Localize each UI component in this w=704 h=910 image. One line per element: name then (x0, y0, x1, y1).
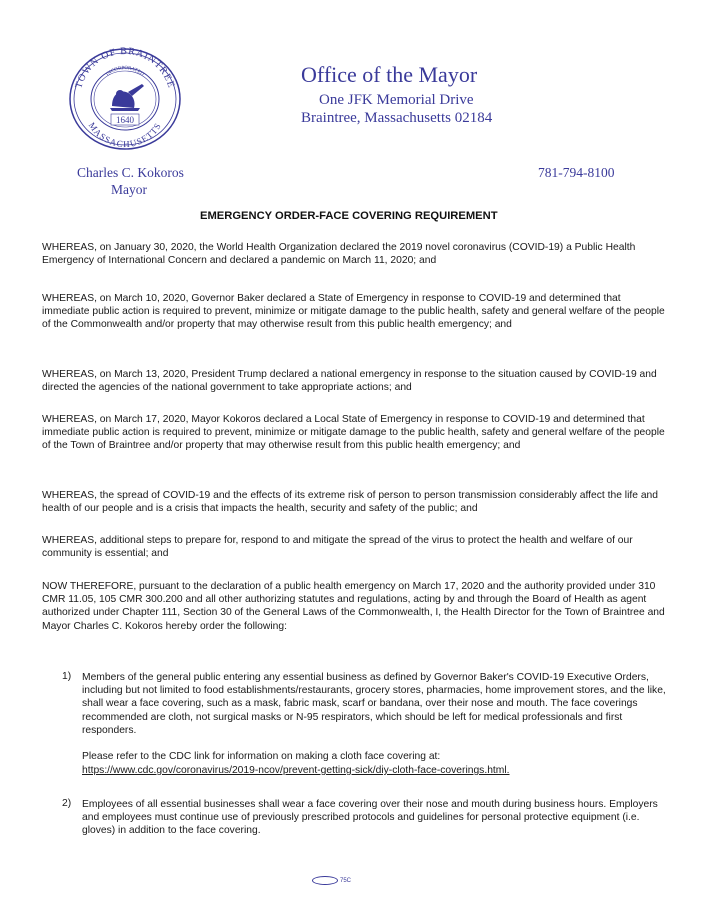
mayor-title: Mayor (111, 182, 147, 197)
whereas-paragraph-5: WHEREAS, the spread of COVID-19 and the effects of its extreme risk of person to person transmission considerably affect the life and health of our people and is a crisis that impacts the health, security and safety of the public; and (42, 490, 659, 515)
order-item-text: Employees of all essential businesses shall wear a face covering over their nose and mouth during business hours. Employers and employees must continue use of previously prescribed protocols and guidelines for personal protective equipment (i.e. gloves) in addition to the face covering. (82, 799, 658, 837)
order-item-text: Members of the general public entering any essential business as defined by Governor Baker's COVID-19 Executive Orders, including but not limited to food establishments/restaurants, grocery stores, pharmacies, home improvement stores, and the like, shall wear a face covering, such as a mask, fabric mask, scarf or bandana, over their nose and mouth. The face coverings recommended are cloth, not surgical masks or N-95 respirators, which should be left for medical professionals and first responders. (82, 672, 666, 736)
phone-number: 781-794-8100 (538, 165, 615, 180)
mayor-name: Charles C. Kokoros (77, 165, 184, 180)
address-line-2: Braintree, Massachusetts 02184 (301, 110, 493, 126)
whereas-paragraph-6: WHEREAS, additional steps to prepare for, respond to and mitigate the spread of the virus to protect the health and welfare of our community is essential; and (42, 535, 633, 560)
order-item-note: Please refer to the CDC link for information on making a cloth face covering at: (82, 751, 441, 762)
whereas-paragraph-2: WHEREAS, on March 10, 2020, Governor Baker declared a State of Emergency in response to COVID-19 and determined that immediate public action is required to prevent, minimize or mitigate damage to the public health, safety and general welfare of the people of the Commonwealth and/or property that may otherwise result from this public health emergency; and (42, 293, 665, 331)
union-label-text: 75C (340, 878, 352, 885)
office-title: Office of the Mayor (301, 62, 478, 87)
town-seal (62, 44, 188, 154)
seal-year: 1640 (116, 115, 134, 125)
whereas-paragraph-3: WHEREAS, on March 13, 2020, President Trump declared a national emergency in response to the situation caused by COVID-19 and directed the agencies of the national government to take appropriate actions; and (42, 369, 657, 394)
cdc-link[interactable]: https://www.cdc.gov/coronavirus/2019-ncov/prevent-getting-sick/diy-cloth-face-coverings.html. (82, 765, 510, 776)
order-item-number: 1) (62, 671, 72, 682)
whereas-paragraph-1: WHEREAS, on January 30, 2020, the World Health Organization declared the 2019 novel coronavirus (COVID-19) a Public Health Emergency of International Concern and declared a pandemic on March 11, 2020; and (42, 242, 636, 267)
whereas-paragraph-4: WHEREAS, on March 17, 2020, Mayor Kokoros declared a Local State of Emergency in response to COVID-19 and determined that immediate public action is required to prevent, minimize or mitigate damage to the public health, safety and general welfare of the people of the Town of Braintree and/or property that may otherwise result from this public health emergency; and (42, 414, 665, 452)
seal-ring-bottom-text: MASSACHUSETTS (86, 120, 164, 150)
svg-text:INCORPORATED (106, 66, 145, 78)
now-therefore-paragraph: NOW THEREFORE, pursuant to the declaration of a public health emergency on March 17, 2020 and the authority provided under 310 CMR 11.05, 105 CMR 300.200 and all other authorizing statutes and regulations, acting by and through the Board of Health as agent authorized under Chapter 111, Section 30 of the General Laws of the Commonwealth, I, the Health Director for the Town of Braintree and Mayor Charles C. Kokoros hereby order the following: (42, 581, 665, 632)
order-item-number: 2) (62, 798, 72, 809)
union-label (312, 876, 351, 885)
seal-ring-top-text: TOWN OF BRAINTREE (73, 45, 177, 90)
union-bug-icon (312, 876, 338, 885)
seal-figure-icon (110, 84, 144, 111)
address-line-1: One JFK Memorial Drive (319, 92, 474, 108)
seal-inner-text: INCORPORATED (105, 65, 145, 78)
order-title: EMERGENCY ORDER-FACE COVERING REQUIREMENT (200, 210, 498, 222)
